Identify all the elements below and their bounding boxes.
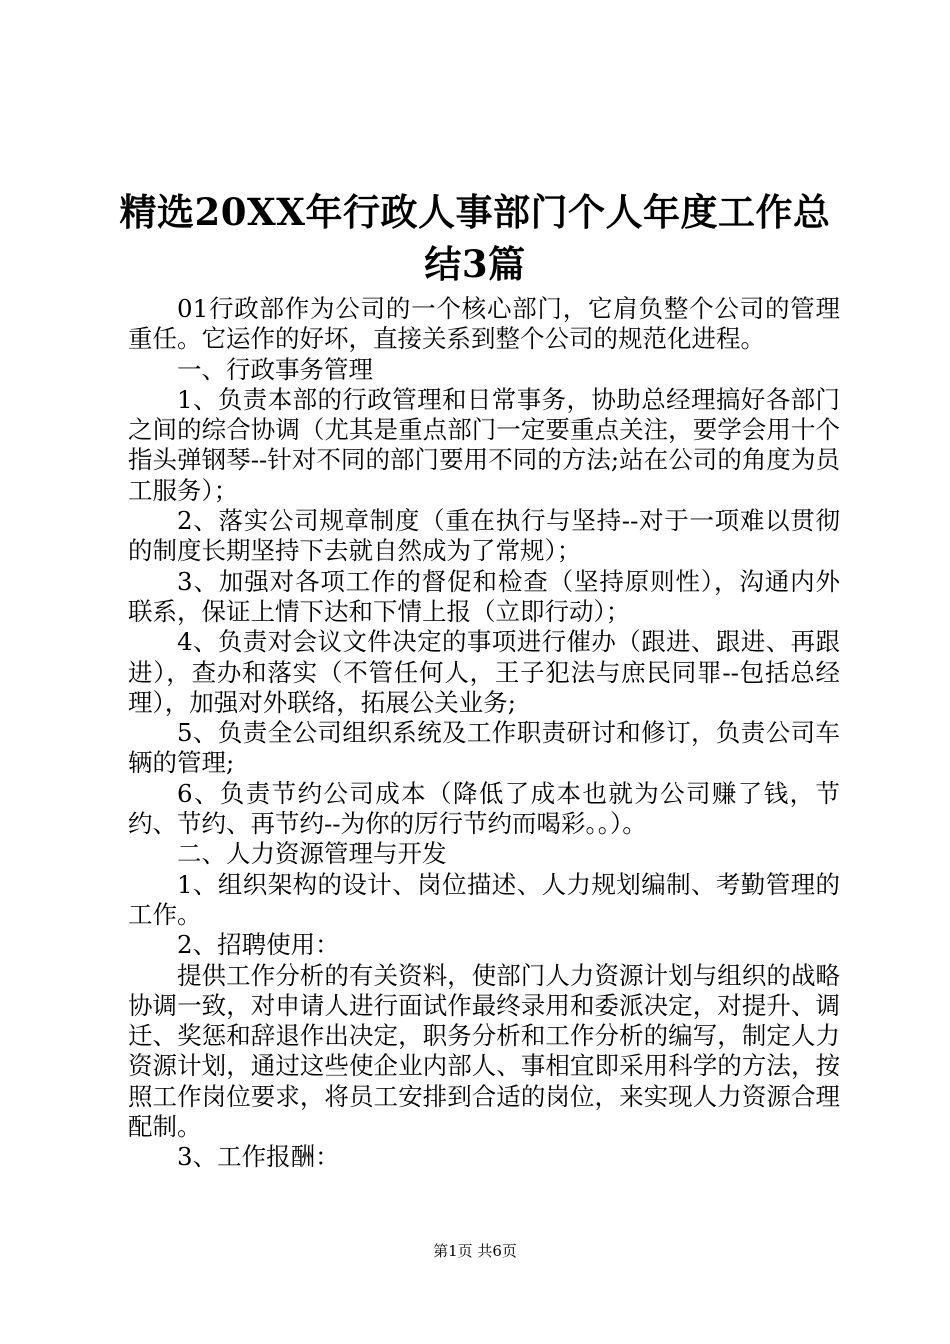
paragraph-item: 提供工作分析的有关资料，使部门人力资源计划与组织的战略协调一致，对申请人进行面试作最终录用和委派决定，对提升、调迁、奖惩和辞退作出决定，职务分析和工作分析的编写，制定人力资源计划，通过这些使企业内部人、事相宜即采用科学的方法，按照工作岗位要求，将员工安排到合适的岗位，来实现人力资源合理配制。 <box>128 960 840 1142</box>
page-footer: 第1页 共6页 <box>433 1242 517 1260</box>
paragraph-item: 3、加强对各项工作的督促和检查（坚持原则性），沟通内外联系，保证上情下达和下情上报（立即行动）； <box>128 566 840 626</box>
paragraph-item: 2、招聘使用： <box>177 930 340 960</box>
section-heading-admin: 一、行政事务管理 <box>177 354 373 384</box>
paragraph-item: 6、负责节约公司成本（降低了成本也就为公司赚了钱，节约、节约、再节约--为你的厉行节约而喝彩。。）。 <box>128 778 840 839</box>
paragraph-item: 3、工作报酬： <box>177 1142 340 1172</box>
paragraph-intro: 01行政部作为公司的一个核心部门，它肩负整个公司的管理重任。它运作的好坏，直接关系到整个公司的规范化进程。 <box>128 294 840 354</box>
paragraph-item: 4、负责对会议文件决定的事项进行催办（跟进、跟进、再跟进），查办和落实（不管任何人，王子犯法与庶民同罪--包括总经理），加强对外联络，拓展公关业务; <box>128 627 840 717</box>
paragraph-item: 5、负责全公司组织系统及工作职责研讨和修订，负责公司车辆的管理; <box>128 718 840 778</box>
section-heading-hr: 二、人力资源管理与开发 <box>177 839 447 869</box>
document-title: 精选20XX年行政人事部门个人年度工作总结3篇 <box>119 190 831 286</box>
paragraph-item: 2、落实公司规章制度（重在执行与坚持--对于一项难以贯彻的制度长期坚持下去就自然成为了常规）； <box>128 506 840 566</box>
paragraph-item: 1、负责本部的行政管理和日常事务，协助总经理搞好各部门之间的综合协调（尤其是重点部门一定要重点关注，要学会用十个指头弹钢琴--针对不同的部门要用不同的方法;站在公司的角度为员工服务）； <box>128 384 840 505</box>
document-body <box>128 294 840 1173</box>
paragraph-item: 1、组织架构的设计、岗位描述、人力规划编制、考勤管理的工作。 <box>128 869 840 929</box>
